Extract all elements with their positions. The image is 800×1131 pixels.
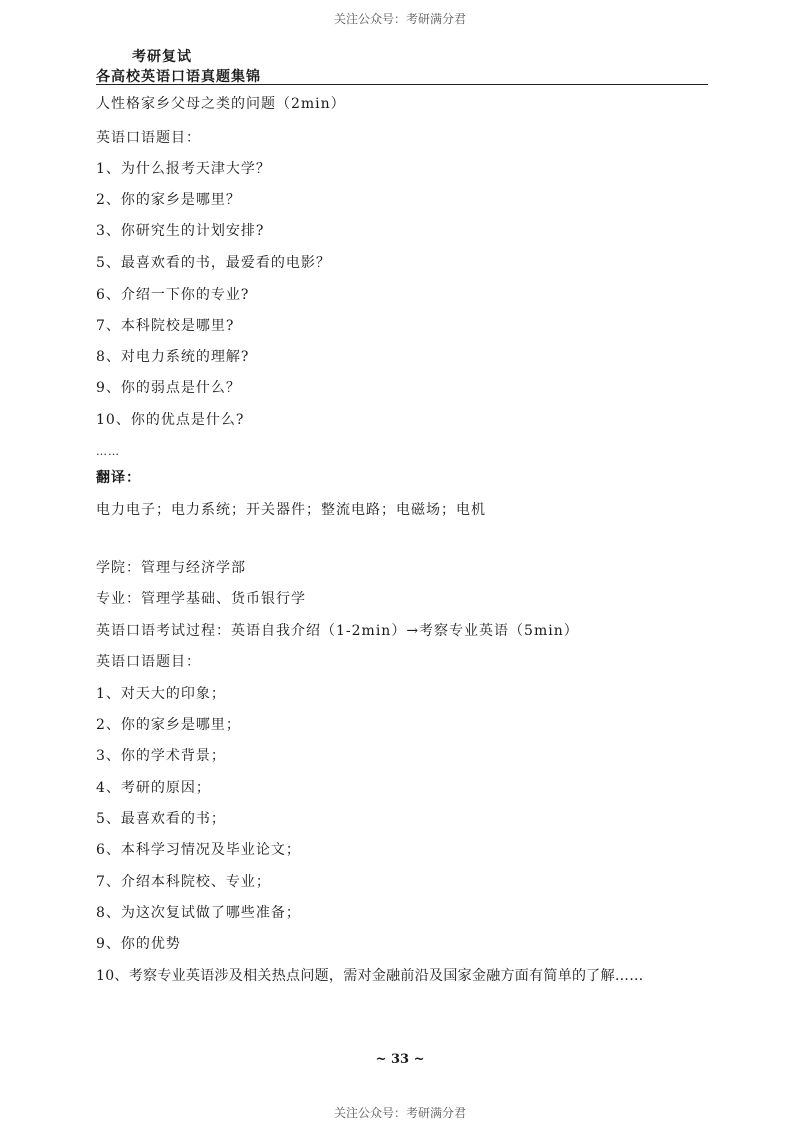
list-item: 8、对电力系统的理解? xyxy=(96,349,250,365)
major-line: 专业：管理学基础、货币银行学 xyxy=(96,591,306,607)
list-item: 1、对天大的印象； xyxy=(96,686,226,702)
translation-label: 翻译： xyxy=(96,470,141,486)
college-line: 学院：管理与经济学部 xyxy=(96,560,246,576)
exam-process-line: 英语口语考试过程：英语自我介绍（1-2min）→考察专业英语（5min） xyxy=(96,623,579,639)
list-item: 1、为什么报考天津大学？ xyxy=(96,161,271,177)
list-item: 3、你研究生的计划安排? xyxy=(96,223,265,239)
list-item: 7、介绍本科院校、专业； xyxy=(96,874,271,890)
translation-terms: 电力电子；电力系统；开关器件；整流电路；电磁场；电机 xyxy=(96,502,486,518)
section2-questions-label: 英语口语题目： xyxy=(96,654,201,670)
list-item: 8、为这次复试做了哪些准备； xyxy=(96,905,301,921)
list-item: 2、你的家乡是哪里； xyxy=(96,717,241,733)
list-item: 5、最喜欢看的书； xyxy=(96,811,226,827)
section1-intro: 人性格家乡父母之类的问题（2min） xyxy=(96,96,346,112)
list-item: 10、考察专业英语涉及相关热点问题，需对金融前沿及国家金融方面有简单的了解…… xyxy=(96,968,644,984)
top-watermark: 关注公众号：考研满分君 xyxy=(333,12,466,26)
list-item: 7、本科院校是哪里? xyxy=(96,318,235,334)
section1-questions-label: 英语口语题目： xyxy=(96,130,201,146)
header-divider xyxy=(96,84,708,85)
list-item: 4、考研的原因； xyxy=(96,780,211,796)
list-item: 9、你的优势 xyxy=(96,936,181,952)
header-title: 各高校英语口语真题集锦 xyxy=(96,69,261,85)
list-item: 5、最喜欢看的书，最爱看的电影？ xyxy=(96,255,331,271)
list-item: 2、你的家乡是哪里？ xyxy=(96,192,241,208)
list-item: 10、你的优点是什么? xyxy=(96,412,245,428)
ellipsis: …… xyxy=(96,445,120,458)
list-item: 9、你的弱点是什么？ xyxy=(96,380,241,396)
list-item: 3、你的学术背景； xyxy=(96,748,226,764)
page-number: ~ 33 ~ xyxy=(375,1052,425,1067)
header-subtitle: 考研复试 xyxy=(132,49,192,65)
list-item: 6、本科学习情况及毕业论文； xyxy=(96,842,301,858)
bottom-watermark: 关注公众号：考研满分君 xyxy=(333,1106,466,1120)
list-item: 6、介绍一下你的专业? xyxy=(96,287,250,303)
